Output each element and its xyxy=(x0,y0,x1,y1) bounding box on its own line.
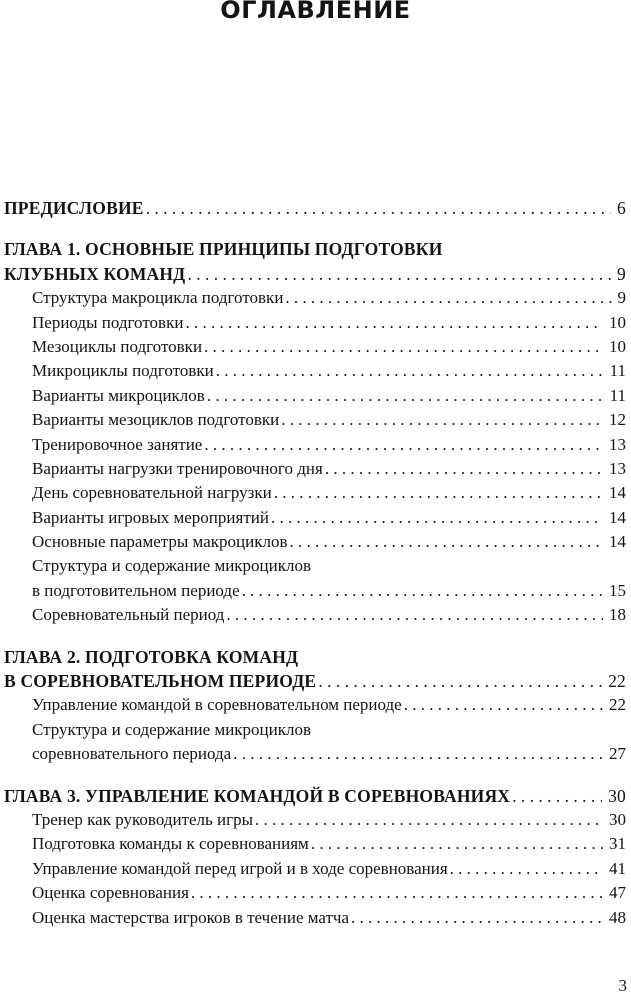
toc-item-text: Тренер как руководитель игры xyxy=(32,809,254,829)
toc-chapter-text: ГЛАВА 3. УПРАВЛЕНИЕ КОМАНДОЙ В СОРЕВНОВАНИЯХ xyxy=(4,785,511,806)
dot-leader xyxy=(285,286,611,310)
toc-item[interactable] xyxy=(4,832,626,856)
toc-chapter-text: ГЛАВА 2. ПОДГОТОВКА КОМАНД xyxy=(4,646,299,667)
toc-page-number: 27 xyxy=(609,744,626,764)
toc-item[interactable] xyxy=(4,384,626,408)
toc-chapter-1-heading-line[interactable] xyxy=(4,237,626,261)
toc-item[interactable] xyxy=(4,506,626,530)
toc-item-text: Управление командой в соревновательном периоде xyxy=(32,695,402,715)
toc-item[interactable] xyxy=(4,481,626,505)
toc-page-number: 9 xyxy=(617,263,626,284)
toc-item[interactable] xyxy=(4,408,626,432)
dot-leader xyxy=(274,481,603,505)
toc-item[interactable] xyxy=(4,693,626,717)
toc-page-number: 18 xyxy=(609,605,626,625)
toc-page-number: 6 xyxy=(617,198,626,218)
dot-leader xyxy=(512,784,602,808)
toc-item[interactable] xyxy=(4,579,626,603)
toc-item-text: День соревновательной нагрузки xyxy=(32,483,272,503)
toc-item-text: Варианты мезоциклов подготовки xyxy=(32,410,280,430)
toc-item-text: Оценка соревнования xyxy=(32,883,189,903)
toc-page-number: 41 xyxy=(609,858,626,878)
toc-item-text: Основные параметры макроциклов xyxy=(32,532,288,552)
page-number: 3 xyxy=(618,976,627,995)
toc-page-number: 13 xyxy=(609,434,626,454)
toc-item[interactable] xyxy=(4,311,626,335)
toc-entry-preface[interactable] xyxy=(4,196,626,220)
toc-chapter-1[interactable] xyxy=(4,262,626,286)
dot-leader xyxy=(207,384,604,408)
toc-item[interactable] xyxy=(4,359,626,383)
dot-leader xyxy=(242,579,603,603)
dot-leader xyxy=(187,262,611,286)
toc-page-number: 9 xyxy=(617,288,626,308)
toc-page-number: 30 xyxy=(609,809,626,829)
toc-page-number: 15 xyxy=(609,580,626,600)
toc-chapter-3[interactable] xyxy=(4,784,626,808)
toc-page-number: 10 xyxy=(609,312,626,332)
toc-page-number: 10 xyxy=(609,336,626,356)
dot-leader xyxy=(271,506,603,530)
toc-item[interactable] xyxy=(4,742,626,766)
toc-item[interactable] xyxy=(4,857,626,881)
toc-item[interactable] xyxy=(4,433,626,457)
dot-leader xyxy=(450,857,603,881)
dot-leader xyxy=(325,457,603,481)
toc-chapter-2[interactable] xyxy=(4,669,626,693)
toc-chapter-text: КЛУБНЫХ КОМАНД xyxy=(4,263,186,284)
toc-item[interactable] xyxy=(4,808,626,832)
dot-leader xyxy=(318,669,602,693)
toc-chapter-text: В СОРЕВНОВАТЕЛЬНОМ ПЕРИОДЕ xyxy=(4,671,317,692)
dot-leader xyxy=(204,335,603,359)
toc-page-number: 14 xyxy=(609,507,626,527)
toc-item-text: Структура макроцикла подготовки xyxy=(32,288,284,308)
toc-item-text: соревновательного периода xyxy=(32,744,232,764)
toc-entry-text: ПРЕДИСЛОВИЕ xyxy=(4,198,144,218)
toc-page-number: 13 xyxy=(609,458,626,478)
toc-item-text: Структура и содержание микроциклов xyxy=(32,719,312,739)
toc-page-number: 22 xyxy=(609,695,626,715)
table-of-contents xyxy=(4,196,626,930)
toc-item-text: Периоды подготовки xyxy=(32,312,184,332)
dot-leader xyxy=(185,311,603,335)
dot-leader xyxy=(255,808,603,832)
toc-page-number: 47 xyxy=(609,883,626,903)
dot-leader xyxy=(311,832,603,856)
dot-leader xyxy=(216,359,604,383)
toc-item[interactable] xyxy=(4,906,626,930)
toc-item-text: в подготовительном периоде xyxy=(32,580,240,600)
toc-item-text: Микроциклы подготовки xyxy=(32,361,214,381)
page-title: ОГЛАВЛЕНИЕ xyxy=(220,0,411,24)
dot-leader xyxy=(289,530,603,554)
dot-leader xyxy=(351,906,603,930)
toc-chapter-2-heading-line[interactable] xyxy=(4,645,626,669)
toc-page-number: 31 xyxy=(609,834,626,854)
toc-item-text: Оценка мастерства игроков в течение матча xyxy=(32,907,350,927)
toc-item[interactable] xyxy=(4,457,626,481)
toc-page-number: 22 xyxy=(608,671,626,692)
toc-item-text: Тренировочное занятие xyxy=(32,434,203,454)
toc-item-first-line[interactable] xyxy=(4,718,626,742)
toc-item-text: Мезоциклы подготовки xyxy=(32,336,203,356)
toc-page-number: 11 xyxy=(609,361,626,381)
toc-page-number: 11 xyxy=(609,385,626,405)
toc-page-number: 12 xyxy=(609,410,626,430)
toc-item-text: Варианты игровых мероприятий xyxy=(32,507,269,527)
dot-leader xyxy=(281,408,603,432)
toc-item[interactable] xyxy=(4,881,626,905)
toc-item[interactable] xyxy=(4,530,626,554)
dot-leader xyxy=(191,881,603,905)
dot-leader xyxy=(226,603,603,627)
dot-leader xyxy=(204,433,603,457)
toc-item[interactable] xyxy=(4,286,626,310)
toc-page-number: 14 xyxy=(609,532,626,552)
toc-item-text: Варианты микроциклов xyxy=(32,385,205,405)
toc-page-number: 48 xyxy=(609,907,626,927)
dot-leader xyxy=(233,742,603,766)
toc-chapter-text: ГЛАВА 1. ОСНОВНЫЕ ПРИНЦИПЫ ПОДГОТОВКИ xyxy=(4,239,443,260)
toc-item[interactable] xyxy=(4,603,626,627)
dot-leader xyxy=(146,196,611,220)
toc-item-text: Соревновательный период xyxy=(32,605,225,625)
toc-item-text: Управление командой перед игрой и в ходе соревнования xyxy=(32,858,448,878)
toc-page-number: 14 xyxy=(609,483,626,503)
dot-leader xyxy=(404,693,603,717)
toc-item-text: Варианты нагрузки тренировочного дня xyxy=(32,458,323,478)
toc-item-first-line[interactable] xyxy=(4,554,626,578)
toc-item-text: Структура и содержание микроциклов xyxy=(32,556,312,576)
toc-page-number: 30 xyxy=(608,785,626,806)
toc-item[interactable] xyxy=(4,335,626,359)
toc-item-text: Подготовка команды к соревнованиям xyxy=(32,834,309,854)
